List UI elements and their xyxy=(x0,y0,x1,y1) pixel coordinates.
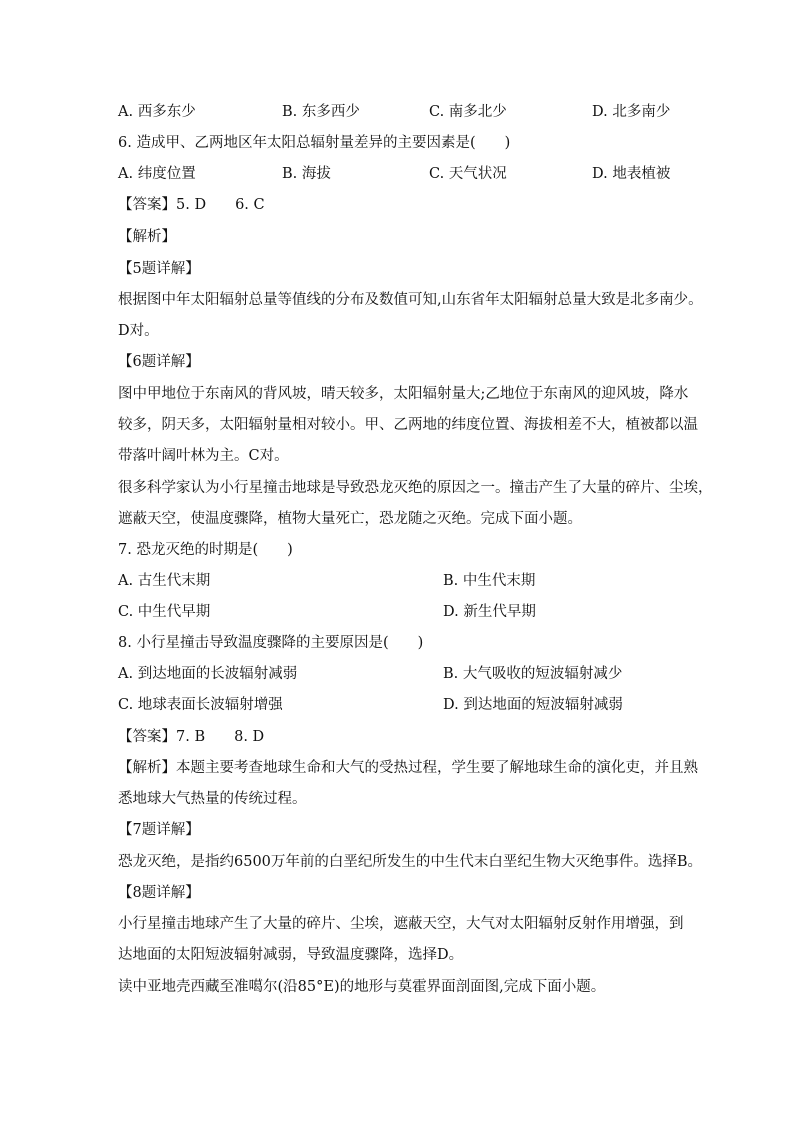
q8-option-b: B. 大气吸收的短波辐射减少 xyxy=(443,666,623,682)
q8-option-d: D. 到达地面的短波辐射减弱 xyxy=(443,697,623,713)
q5-detail-line-2: D对。 xyxy=(118,323,159,339)
q6-stem: 6. 造成甲、乙两地区年太阳总辐射量差异的主要因素是( ) xyxy=(118,135,511,151)
q6-detail-line-2: 较多，阴天多，太阳辐射量相对较小。甲、乙两地的纬度位置、海拔相差不大，植被都以温 xyxy=(118,417,698,433)
passage-3: 读中亚地壳西藏至准噶尔(沿85°E)的地形与莫霍界面剖面图,完成下面小题。 xyxy=(118,979,606,995)
q8-detail-line-2: 达地面的太阳短波辐射减弱，导致温度骤降，选择D。 xyxy=(118,947,464,963)
q6-option-b: B. 海拔 xyxy=(282,166,331,182)
q8-stem: 8. 小行星撞击导致温度骤降的主要原因是( ) xyxy=(118,635,424,651)
q8-option-c: C. 地球表面长波辐射增强 xyxy=(118,697,283,713)
q6-detail-title: 【6题详解】 xyxy=(118,354,200,370)
q8-detail-line-1: 小行星撞击地球产生了大量的碎片、尘埃，遮蔽天空，大气对太阳辐射反射作用增强，到 xyxy=(118,916,684,932)
q5-option-d: D. 北多南少 xyxy=(592,104,671,120)
q7-option-a: A. 古生代末期 xyxy=(118,573,211,589)
passage-2-line-1: 很多科学家认为小行星撞击地球是导致恐龙灭绝的原因之一。撞击产生了大量的碎片、尘埃， xyxy=(118,480,713,496)
q5-option-a: A. 西多东少 xyxy=(118,104,196,120)
q6-option-a: A. 纬度位置 xyxy=(118,166,196,182)
q7-detail-title: 【7题详解】 xyxy=(118,822,200,838)
q6-detail-line-1: 图中甲地位于东南风的背风坡，晴天较多，太阳辐射量大;乙地位于东南风的迎风坡，降水 xyxy=(118,386,689,402)
q8-detail-title: 【8题详解】 xyxy=(118,885,200,901)
answer-7-8: 【答案】7. B 8. D xyxy=(118,729,265,745)
q5-detail-line-1: 根据图中年太阳辐射总量等值线的分布及数值可知,山东省年太阳辐射总量大致是北多南少。 xyxy=(118,292,703,308)
answer-5-6: 【答案】5. D 6. C xyxy=(118,197,265,213)
q7-option-c: C. 中生代早期 xyxy=(118,604,211,620)
q7-stem: 7. 恐龙灭绝的时期是( ) xyxy=(118,542,293,558)
q8-option-a: A. 到达地面的长波辐射减弱 xyxy=(118,666,298,682)
q7-detail: 恐龙灭绝，是指约6500万年前的白垩纪所发生的中生代末白垩纪生物大灭绝事件。选择B。 xyxy=(118,854,703,870)
q5-detail-title: 【5题详解】 xyxy=(118,261,200,277)
q6-option-c: C. 天气状况 xyxy=(429,166,507,182)
q6-option-d: D. 地表植被 xyxy=(592,166,671,182)
analysis-heading-1: 【解析】 xyxy=(118,229,176,245)
q5-option-c: C. 南多北少 xyxy=(429,104,507,120)
q7-option-b: B. 中生代末期 xyxy=(443,573,536,589)
q5-option-b: B. 东多西少 xyxy=(282,104,360,120)
q6-detail-line-3: 带落叶阔叶林为主。C对。 xyxy=(118,448,289,464)
q7-option-d: D. 新生代早期 xyxy=(443,604,536,620)
analysis-2-line-2: 悉地球大气热量的传统过程。 xyxy=(118,791,307,807)
analysis-2-line-1: 【解析】本题主要考查地球生命和大气的受热过程，学生要了解地球生命的演化吏，并且熟 xyxy=(118,760,698,776)
passage-2-line-2: 遮蔽天空，使温度骤降，植物大量死亡，恐龙随之灭绝。完成下面小题。 xyxy=(118,511,582,527)
